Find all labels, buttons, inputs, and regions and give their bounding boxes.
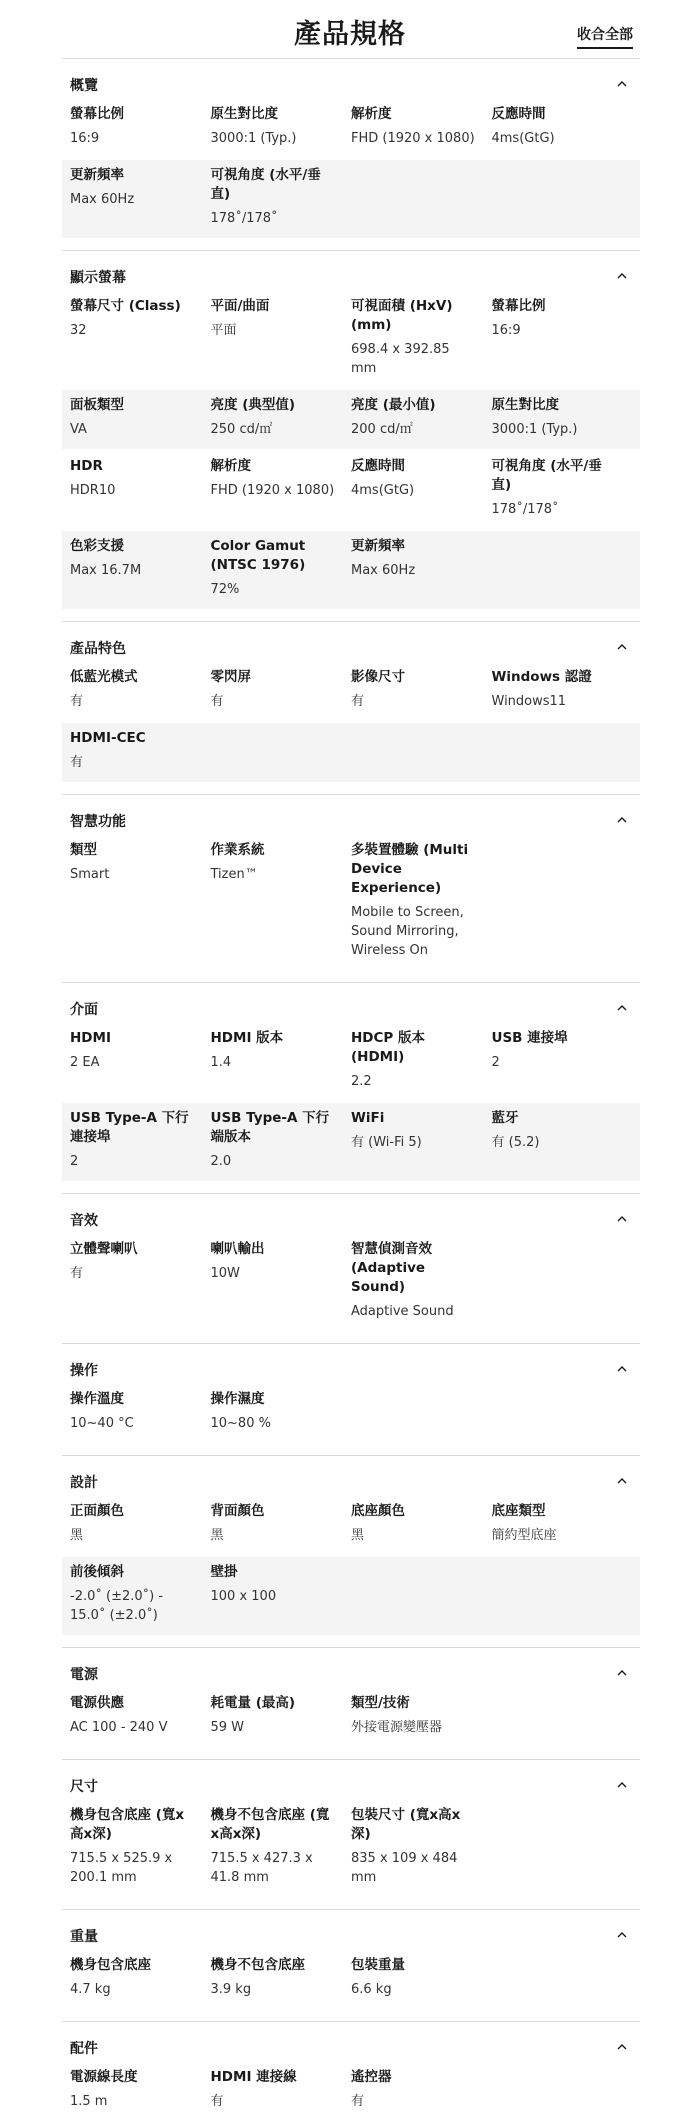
chevron-up-icon[interactable]	[616, 814, 628, 826]
spec-value: 16:9	[70, 131, 100, 146]
spec-value: 178˚/178˚	[491, 502, 559, 517]
spec-item	[70, 166, 211, 228]
spec-item	[492, 105, 633, 148]
section-title: 顯示螢幕	[70, 270, 126, 286]
spec-value: 有	[70, 755, 84, 770]
chevron-up-icon[interactable]	[616, 1213, 628, 1225]
spec-label: 前後傾斜	[70, 1564, 124, 1580]
spec-label: 機身不包含底座	[210, 1957, 305, 1973]
spec-value: 黑	[210, 1528, 224, 1543]
spec-item	[211, 841, 352, 960]
spec-value: 59 W	[210, 1720, 245, 1735]
section-toggle[interactable]	[62, 1770, 640, 1800]
section-title: 重量	[70, 1929, 98, 1945]
spec-item	[351, 1694, 492, 1737]
spec-value: 4ms(GtG)	[491, 131, 555, 146]
spec-value: 32	[70, 323, 87, 338]
spec-value: 2 EA	[70, 1055, 100, 1070]
spec-label: 亮度 (最小值)	[351, 397, 436, 413]
spec-row	[62, 1103, 640, 1181]
spec-label: 更新頻率	[70, 167, 124, 183]
spec-item	[211, 1240, 352, 1321]
spec-item	[70, 297, 211, 378]
chevron-up-icon[interactable]	[616, 270, 628, 282]
spec-value: Max 60Hz	[70, 192, 135, 207]
spec-item	[70, 2068, 211, 2111]
spec-label: 包裝尺寸 (寬x高x深)	[351, 1807, 461, 1842]
spec-item	[351, 1956, 492, 1999]
spec-item	[351, 1029, 492, 1091]
spec-value: 平面	[210, 323, 237, 338]
spec-label: 螢幕尺寸 (Class)	[70, 298, 181, 314]
spec-label: HDMI 版本	[210, 1030, 284, 1046]
spec-value: 2.2	[351, 1074, 372, 1089]
spec-label: 作業系統	[210, 842, 265, 858]
section-toggle[interactable]	[62, 632, 640, 662]
spec-item	[351, 1109, 492, 1171]
section-toggle[interactable]	[62, 2032, 640, 2062]
section-title: 設計	[70, 1475, 98, 1491]
spec-label: 亮度 (典型值)	[210, 397, 296, 413]
spec-value: 10~80 %	[210, 1416, 271, 1431]
spec-value: Smart	[70, 867, 110, 882]
spec-item	[211, 1390, 352, 1433]
section-title: 電源	[70, 1667, 98, 1683]
spec-label: 壁掛	[210, 1564, 238, 1580]
spec-item	[351, 2068, 492, 2111]
spec-value: Max 60Hz	[351, 563, 416, 578]
spec-label: 電源供應	[70, 1695, 124, 1711]
spec-label: Color Gamut (NTSC 1976)	[210, 538, 306, 573]
spec-label: 正面顏色	[70, 1503, 124, 1519]
section-toggle[interactable]	[62, 1466, 640, 1496]
spec-row	[62, 1688, 640, 1747]
spec-item	[70, 1390, 211, 1433]
spec-label: 立體聲喇叭	[70, 1241, 138, 1257]
spec-label: 類型/技術	[351, 1695, 410, 1711]
spec-label: 原生對比度	[210, 106, 278, 122]
spec-label: 底座顏色	[351, 1503, 405, 1519]
spec-value: 200 cd/㎡	[351, 422, 413, 437]
spec-item	[351, 396, 492, 439]
spec-row	[62, 1234, 640, 1331]
spec-value: 835 x 109 x 484 mm	[351, 1851, 458, 1885]
chevron-up-icon[interactable]	[616, 1929, 628, 1941]
section-toggle[interactable]	[62, 1920, 640, 1950]
spec-label: 底座類型	[491, 1503, 546, 1519]
spec-row	[62, 1023, 640, 1101]
spec-label: 色彩支援	[70, 538, 124, 554]
page-title: 產品規格	[294, 19, 406, 50]
spec-item	[70, 1694, 211, 1737]
spec-item	[211, 668, 352, 711]
spec-header	[0, 0, 700, 58]
spec-row	[62, 390, 640, 449]
spec-value: 715.5 x 427.3 x 41.8 mm	[210, 1851, 313, 1885]
spec-section	[62, 1909, 640, 2021]
spec-item	[211, 1694, 352, 1737]
spec-label: 背面顏色	[210, 1503, 265, 1519]
spec-item	[211, 297, 352, 378]
section-toggle[interactable]	[62, 261, 640, 291]
spec-label: 螢幕比例	[70, 106, 124, 122]
spec-label: 更新頻率	[351, 538, 405, 554]
spec-row	[62, 531, 640, 609]
spec-label: 低藍光模式	[70, 669, 138, 685]
chevron-up-icon[interactable]	[616, 1475, 628, 1487]
spec-value: Adaptive Sound	[351, 1304, 454, 1319]
spec-section	[62, 1193, 640, 1343]
spec-value: 1.4	[210, 1055, 232, 1070]
spec-row	[62, 291, 640, 388]
spec-item	[351, 1806, 492, 1887]
spec-label: 反應時間	[351, 458, 405, 474]
spec-value: AC 100 - 240 V	[70, 1720, 168, 1735]
spec-label: 平面/曲面	[210, 298, 270, 314]
spec-label: USB Type-A 下行端版本	[210, 1110, 330, 1145]
spec-label: 可視角度 (水平/垂直)	[210, 167, 321, 202]
spec-label: 可視面積 (HxV) (mm)	[351, 298, 453, 333]
spec-value: 簡約型底座	[491, 1528, 557, 1543]
chevron-up-icon[interactable]	[616, 2041, 628, 2053]
spec-value: 715.5 x 525.9 x 200.1 mm	[70, 1851, 173, 1885]
spec-value: 6.6 kg	[351, 1982, 392, 1997]
spec-label: 解析度	[351, 106, 392, 122]
section-title: 操作	[70, 1363, 98, 1379]
spec-label: USB 連接埠	[491, 1030, 568, 1046]
spec-label: 機身包含底座 (寬x高x深)	[70, 1807, 185, 1842]
spec-value: 16:9	[491, 323, 521, 338]
spec-item	[492, 396, 633, 439]
spec-label: 機身包含底座	[70, 1957, 151, 1973]
spec-item	[70, 1956, 211, 1999]
spec-item	[351, 297, 492, 378]
spec-label: 可視角度 (水平/垂直)	[491, 458, 602, 493]
section-title: 概覽	[70, 78, 98, 94]
spec-item	[492, 1502, 633, 1545]
spec-item	[211, 457, 352, 519]
chevron-up-icon[interactable]	[616, 78, 628, 90]
spec-row	[62, 1557, 640, 1635]
spec-label: WiFi	[351, 1110, 385, 1126]
spec-row	[62, 451, 640, 529]
spec-label: 螢幕比例	[491, 298, 546, 314]
spec-label: HDCP 版本 (HDMI)	[351, 1030, 426, 1065]
spec-item	[351, 668, 492, 711]
spec-item	[211, 105, 352, 148]
spec-value: 3.9 kg	[210, 1982, 252, 1997]
spec-value: HDR10	[70, 483, 116, 498]
spec-value: 178˚/178˚	[210, 211, 278, 226]
spec-label: HDMI	[70, 1030, 111, 1046]
spec-item	[70, 668, 211, 711]
spec-row	[62, 99, 640, 158]
spec-label: HDMI-CEC	[70, 730, 146, 746]
chevron-up-icon[interactable]	[616, 1779, 628, 1791]
spec-value: 黑	[351, 1528, 365, 1543]
spec-value: 有	[210, 2094, 224, 2109]
spec-label: 解析度	[210, 458, 251, 474]
spec-row	[62, 1384, 640, 1443]
spec-value: 72%	[210, 582, 240, 597]
spec-label: 反應時間	[491, 106, 546, 122]
spec-label: 零閃屏	[210, 669, 251, 685]
spec-value: -2.0˚ (±2.0˚) - 15.0˚ (±2.0˚)	[70, 1589, 164, 1623]
spec-value: 外接電源變壓器	[351, 1720, 443, 1735]
spec-item	[351, 1240, 492, 1321]
spec-row	[62, 662, 640, 721]
spec-section	[62, 621, 640, 794]
spec-value: 有	[70, 1266, 84, 1281]
spec-item	[211, 1806, 352, 1887]
spec-item	[70, 537, 211, 599]
spec-item	[351, 1502, 492, 1545]
spec-row	[62, 160, 640, 238]
spec-item	[211, 396, 352, 439]
section-toggle[interactable]	[62, 805, 640, 835]
spec-label: USB Type-A 下行連接埠	[70, 1110, 189, 1145]
spec-sections	[62, 58, 640, 2121]
spec-item	[70, 729, 211, 772]
section-title: 智慧功能	[70, 814, 126, 830]
spec-item	[70, 1563, 211, 1625]
spec-row	[62, 1800, 640, 1897]
spec-row	[62, 1496, 640, 1555]
spec-section	[62, 1455, 640, 1647]
chevron-up-icon[interactable]	[616, 1667, 628, 1679]
spec-section	[62, 58, 640, 250]
spec-value: 有	[351, 694, 365, 709]
section-title: 介面	[70, 1002, 98, 1018]
spec-item	[211, 1502, 352, 1545]
spec-item	[211, 1956, 352, 1999]
spec-value: 4.7 kg	[70, 1982, 111, 1997]
section-title: 配件	[70, 2041, 98, 2057]
collapse-all-button[interactable]: 收合全部	[577, 24, 633, 49]
section-title: 音效	[70, 1213, 98, 1229]
spec-item	[70, 1806, 211, 1887]
spec-item	[211, 537, 352, 599]
spec-label: HDR	[70, 458, 103, 474]
spec-item	[492, 668, 633, 711]
spec-item	[351, 841, 492, 960]
spec-value: 2	[491, 1055, 500, 1070]
spec-value: 10W	[210, 1266, 240, 1281]
spec-item	[211, 166, 352, 228]
spec-value: VA	[70, 422, 87, 437]
section-toggle[interactable]	[62, 1354, 640, 1384]
spec-item	[70, 396, 211, 439]
spec-section	[62, 982, 640, 1193]
spec-item	[492, 1029, 633, 1091]
spec-item	[70, 841, 211, 960]
spec-value: 2	[70, 1154, 79, 1169]
spec-label: 喇叭輸出	[210, 1241, 265, 1257]
spec-item	[492, 1109, 633, 1171]
spec-label: 耗電量 (最高)	[210, 1695, 296, 1711]
spec-item	[351, 457, 492, 519]
spec-label: 包裝重量	[351, 1957, 405, 1973]
spec-section	[62, 2021, 640, 2121]
spec-item	[70, 1029, 211, 1091]
chevron-up-icon[interactable]	[616, 641, 628, 653]
spec-item	[70, 1109, 211, 1171]
spec-value: Tizen™	[210, 867, 258, 882]
spec-item	[351, 537, 492, 599]
spec-value: 3000:1 (Typ.)	[491, 422, 578, 437]
section-toggle[interactable]	[62, 69, 640, 99]
section-toggle[interactable]	[62, 993, 640, 1023]
spec-section	[62, 250, 640, 621]
spec-item	[351, 105, 492, 148]
spec-value: Mobile to Screen, Sound Mirroring, Wireless On	[351, 905, 464, 958]
spec-label: 操作濕度	[210, 1391, 265, 1407]
spec-label: 原生對比度	[491, 397, 559, 413]
spec-label: 多裝置體驗 (Multi Device Experience)	[351, 842, 469, 896]
spec-value: Windows11	[491, 694, 567, 709]
spec-label: Windows 認證	[491, 669, 592, 685]
spec-row	[62, 723, 640, 782]
chevron-up-icon[interactable]	[616, 1002, 628, 1014]
spec-value: 有 (5.2)	[491, 1135, 540, 1150]
spec-value: 698.4 x 392.85 mm	[351, 342, 450, 376]
spec-item	[70, 1502, 211, 1545]
spec-label: 智慧偵測音效 (Adaptive Sound)	[351, 1241, 432, 1295]
spec-value: 250 cd/㎡	[210, 422, 273, 437]
spec-value: 有	[210, 694, 224, 709]
spec-value: 有	[70, 694, 84, 709]
spec-value: 100 x 100	[210, 1589, 277, 1604]
spec-value: 10~40 °C	[70, 1416, 134, 1431]
spec-item	[70, 457, 211, 519]
spec-value: 3000:1 (Typ.)	[210, 131, 297, 146]
spec-value: 黑	[70, 1528, 84, 1543]
spec-label: HDMI 連接線	[210, 2069, 297, 2085]
spec-label: 操作溫度	[70, 1391, 124, 1407]
spec-value: 有	[351, 2094, 365, 2109]
spec-value: 1.5 m	[70, 2094, 108, 2109]
spec-value: FHD (1920 x 1080)	[210, 483, 335, 498]
spec-value: 4ms(GtG)	[351, 483, 415, 498]
spec-item	[492, 297, 633, 378]
spec-label: 類型	[70, 842, 97, 858]
spec-item	[211, 1109, 352, 1171]
section-toggle[interactable]	[62, 1658, 640, 1688]
spec-label: 藍牙	[491, 1110, 519, 1126]
spec-label: 電源線長度	[70, 2069, 138, 2085]
spec-item	[70, 1240, 211, 1321]
section-title: 產品特色	[70, 641, 126, 657]
spec-label: 面板類型	[70, 397, 124, 413]
spec-value: 2.0	[210, 1154, 232, 1169]
spec-value: Max 16.7M	[70, 563, 142, 578]
spec-row	[62, 1950, 640, 2009]
spec-section	[62, 1343, 640, 1455]
spec-label: 機身不包含底座 (寬x高x深)	[210, 1807, 330, 1842]
spec-label: 遙控器	[351, 2069, 392, 2085]
spec-row	[62, 2062, 640, 2121]
section-toggle[interactable]	[62, 1204, 640, 1234]
spec-section	[62, 794, 640, 982]
spec-row	[62, 835, 640, 970]
section-title: 尺寸	[70, 1779, 98, 1795]
spec-section	[62, 1647, 640, 1759]
spec-section	[62, 1759, 640, 1909]
spec-item	[211, 1029, 352, 1091]
spec-item	[70, 105, 211, 148]
spec-value: FHD (1920 x 1080)	[351, 131, 475, 146]
spec-item	[211, 2068, 352, 2111]
spec-item	[211, 1563, 352, 1625]
spec-value: 有 (Wi-Fi 5)	[351, 1135, 422, 1150]
spec-label: 影像尺寸	[351, 669, 405, 685]
spec-item	[492, 457, 633, 519]
chevron-up-icon[interactable]	[616, 1363, 628, 1375]
